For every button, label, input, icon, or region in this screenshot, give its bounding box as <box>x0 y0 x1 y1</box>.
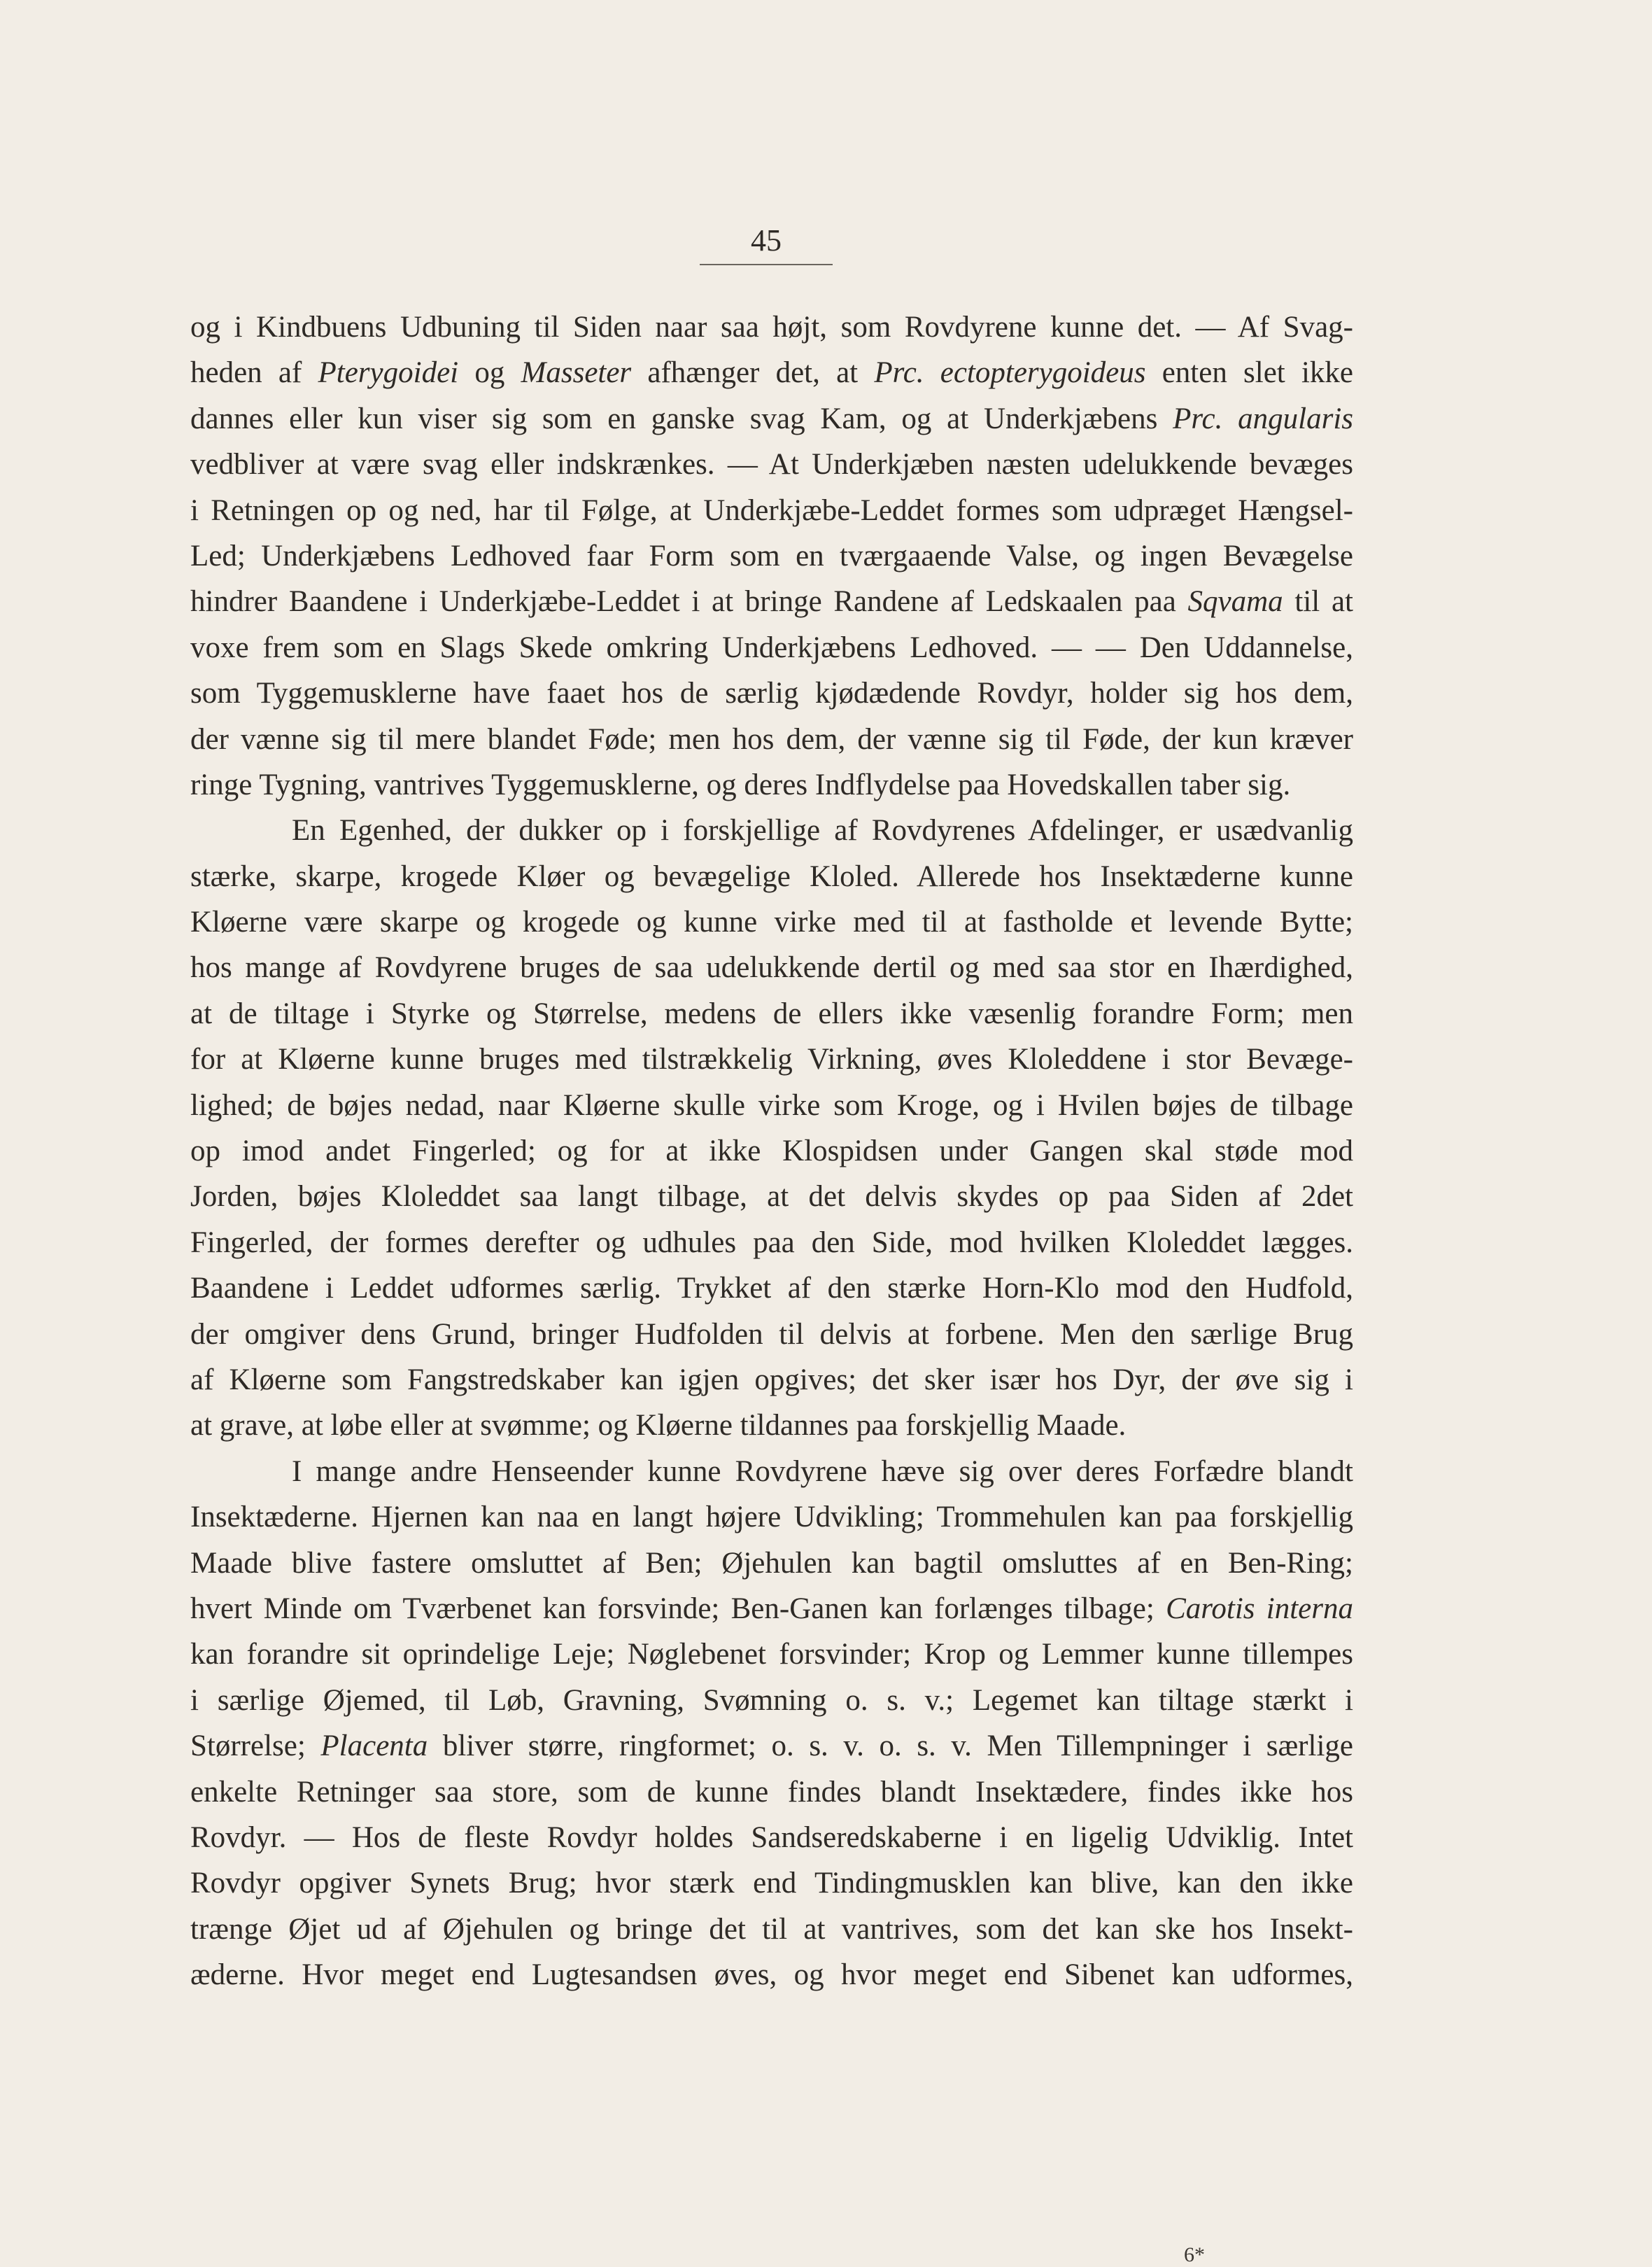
text-line <box>190 579 1353 624</box>
text-segment: og i Kindbuens Udbuning til Siden naar saa højt, som Rovdyrene kunne det. — Af Svag- <box>190 311 1353 344</box>
text-line <box>190 1860 1353 1906</box>
text-segment: Rovdyr. — Hos de fleste Rovdyr holdes Sandseredskaberne i en ligelig Udviklig. Intet <box>190 1820 1353 1854</box>
text-segment: til at <box>1283 585 1353 619</box>
text-line <box>190 1449 1353 1494</box>
italic-term: Carotis interna <box>1166 1592 1353 1625</box>
text-line <box>190 350 1353 395</box>
text-line <box>190 1403 1353 1448</box>
text-segment: der omgiver dens Grund, bringer Hudfolden til delvis at forbene. Men den særlige Brug <box>190 1317 1353 1351</box>
text-line <box>190 762 1353 808</box>
italic-term: Pterygoidei <box>318 356 459 390</box>
printer-signature: 6* <box>1184 2243 1205 2266</box>
text-segment: Maade blive fastere omsluttet af Ben; Øjehulen kan bagtil omsluttes af en Ben-Ring; <box>190 1546 1353 1580</box>
text-segment: ringe Tygning, vantrives Tyggemusklerne, og deres Indflydelse paa Hovedskallen taber sig. <box>190 768 1291 801</box>
text-segment: enkelte Retninger saa store, som de kunne findes blandt Insektædere, findes ikke hos <box>190 1775 1353 1809</box>
text-line <box>190 1312 1353 1357</box>
text-segment: Kløerne være skarpe og krogede og kunne virke med til at fastholde et levende Bytte; <box>190 906 1353 939</box>
text-line <box>190 488 1353 533</box>
italic-term: Placenta <box>320 1729 428 1763</box>
text-segment: for at Kløerne kunne bruges med tilstrækkelig Virkning, øves Kloleddene i stor Bevæge- <box>190 1043 1353 1076</box>
text-segment: lighed; de bøjes nedad, naar Kløerne skulle virke som Kroge, og i Hvilen bøjes de tilbage <box>190 1088 1353 1122</box>
text-line <box>190 1494 1353 1540</box>
text-segment: afhænger det, at <box>631 356 875 390</box>
italic-term: Prc. angularis <box>1173 402 1353 435</box>
italic-term: Sqvama <box>1187 585 1283 619</box>
text-segment: Led; Underkjæbens Ledhoved faar Form som en tværgaaende Valse, og ingen Bevægelse <box>190 539 1353 573</box>
text-line <box>190 1220 1353 1265</box>
text-segment: Baandene i Leddet udformes særlig. Trykket af den stærke Horn-Klo mod den Hudfold, <box>190 1272 1353 1305</box>
text-segment: bliver større, ringformet; o. s. v. o. s. v. Men Tillempninger i særlige <box>428 1729 1353 1763</box>
text-line <box>190 304 1353 350</box>
text-line <box>190 1128 1353 1174</box>
text-line <box>190 1357 1353 1403</box>
text-segment: dannes eller kun viser sig som en ganske svag Kam, og at Underkjæbens <box>190 402 1173 435</box>
text-line <box>190 1769 1353 1815</box>
text-line <box>190 1907 1353 1952</box>
text-line <box>190 1723 1353 1769</box>
text-line <box>190 671 1353 716</box>
text-line <box>190 1631 1353 1677</box>
text-line <box>190 442 1353 487</box>
text-segment: af Kløerne som Fangstredskaber kan igjen opgives; det sker især hos Dyr, der øve sig i <box>190 1363 1353 1396</box>
text-line <box>190 945 1353 990</box>
text-segment: at de tiltage i Styrke og Størrelse, medens de ellers ikke væsenlig forandre Form; men <box>190 997 1353 1030</box>
text-line <box>190 396 1353 442</box>
text-segment: Fingerled, der formes derefter og udhules paa den Side, mod hvilken Kloleddet lægges. <box>190 1226 1353 1259</box>
text-line <box>190 991 1353 1037</box>
text-line <box>190 1037 1353 1082</box>
text-segment: heden af <box>190 356 318 390</box>
text-line <box>190 899 1353 945</box>
text-line <box>190 1083 1353 1128</box>
text-segment: og <box>458 356 521 390</box>
italic-term: Prc. ectopterygoideus <box>874 356 1146 390</box>
text-segment: Rovdyr opgiver Synets Brug; hvor stærk end Tindingmusklen kan blive, kan den ikke <box>190 1867 1353 1900</box>
text-segment: vedbliver at være svag eller indskrænkes. — At Underkjæben næsten udelukkende bevæges <box>190 448 1353 482</box>
text-line <box>190 533 1353 579</box>
text-segment: enten slet ikke <box>1145 356 1353 390</box>
text-line <box>190 625 1353 671</box>
text-line <box>190 1678 1353 1723</box>
text-line <box>190 808 1353 853</box>
text-segment: der vænne sig til mere blandet Føde; men hos dem, der vænne sig til Føde, der kun kræver <box>190 722 1353 756</box>
text-segment: trænge Øjet ud af Øjehulen og bringe det til at vantrives, som det kan ske hos Insekt- <box>190 1912 1353 1946</box>
text-line <box>190 1265 1353 1311</box>
text-segment: Størrelse; <box>190 1729 321 1763</box>
text-segment: Jorden, bøjes Kloleddet saa langt tilbage, at det delvis skydes op paa Siden af 2det <box>190 1180 1353 1214</box>
text-line <box>190 1815 1353 1860</box>
text-segment: stærke, skarpe, krogede Kløer og bevægelige Kloled. Allerede hos Insektæderne kunne <box>190 859 1353 893</box>
body-text <box>190 304 1353 1998</box>
page-number: 45 <box>700 223 833 265</box>
text-segment: kan forandre sit oprindelige Leje; Nøglebenet forsvinder; Krop og Lemmer kunne tillempes <box>190 1638 1353 1671</box>
text-segment: op imod andet Fingerled; og for at ikke Klospidsen under Gangen skal støde mod <box>190 1135 1353 1168</box>
text-segment: hos mange af Rovdyrene bruges de saa udelukkende dertil og med saa stor en Ihærdighed, <box>190 951 1353 985</box>
text-segment: voxe frem som en Slags Skede omkring Underkjæbens Ledhoved. — — Den Uddannelse, <box>190 631 1353 664</box>
text-segment: at grave, at løbe eller at svømme; og Kløerne tildannes paa forskjellig Maade. <box>190 1409 1127 1443</box>
text-segment: i Retningen op og ned, har til Følge, at Underkjæbe-Leddet formes som udpræget Hængsel- <box>190 493 1353 527</box>
text-segment: Insektæderne. Hjernen kan naa en langt højere Udvikling; Trommehulen kan paa forskjellig <box>190 1501 1353 1534</box>
text-segment: æderne. Hvor meget end Lugtesandsen øves, og hvor meget end Sibenet kan udformes, <box>190 1958 1353 1992</box>
text-segment: En Egenhed, der dukker op i forskjellige af Rovdyrenes Afdelinger, er usædvanlig <box>292 814 1353 848</box>
text-line <box>190 1174 1353 1219</box>
text-segment: som Tyggemusklerne have faaet hos de særlig kjødædende Rovdyr, holder sig hos dem, <box>190 677 1353 710</box>
text-line <box>190 854 1353 899</box>
text-line <box>190 1540 1353 1586</box>
text-segment: hindrer Baandene i Underkjæbe-Leddet i at bringe Randene af Ledskaalen paa <box>190 585 1188 619</box>
text-segment: i særlige Øjemed, til Løb, Gravning, Svømning o. s. v.; Legemet kan tiltage stærkt i <box>190 1683 1353 1717</box>
text-line <box>190 1952 1353 1998</box>
text-segment: hvert Minde om Tværbenet kan forsvinde; Ben-Ganen kan forlænges tilbage; <box>190 1592 1166 1625</box>
text-line <box>190 1586 1353 1631</box>
text-segment: I mange andre Henseender kunne Rovdyrene hæve sig over deres Forfædre blandt <box>292 1454 1353 1488</box>
text-line <box>190 717 1353 762</box>
italic-term: Masseter <box>521 356 632 390</box>
